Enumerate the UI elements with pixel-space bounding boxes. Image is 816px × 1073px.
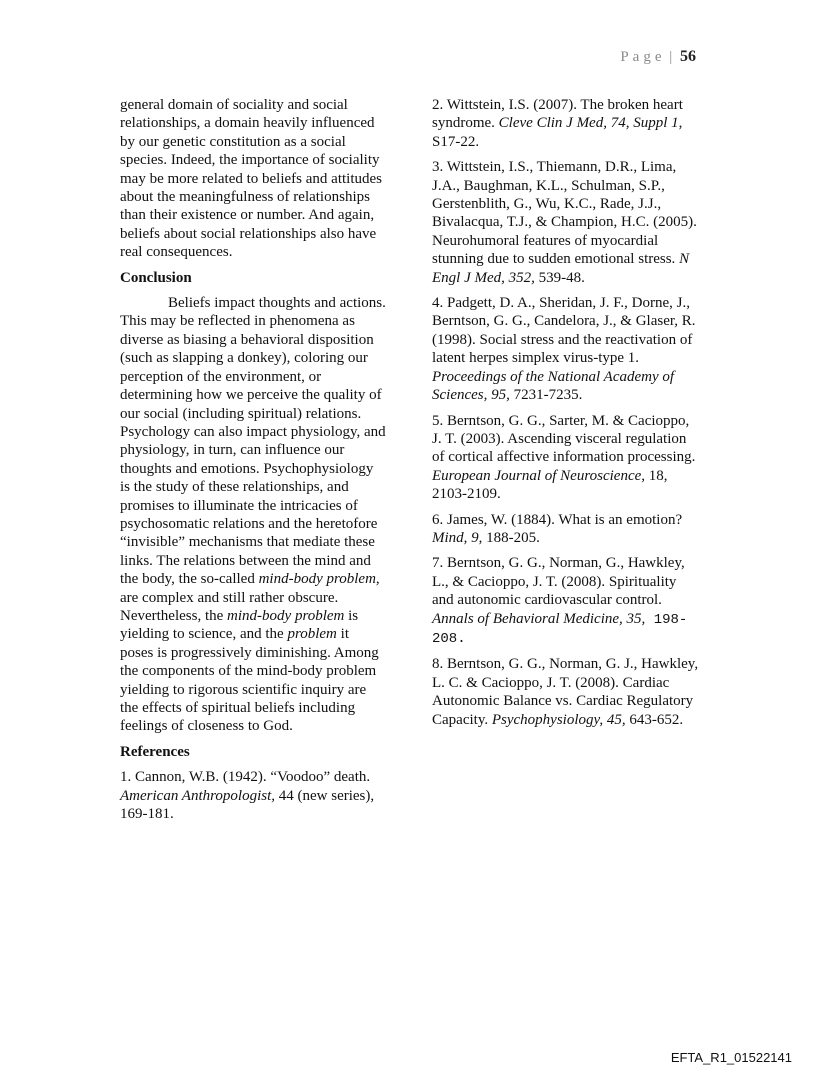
reference-1 xyxy=(120,768,386,823)
reference-7 xyxy=(432,554,700,648)
ref-2-text: 2. Wittstein, I.S. (2007). The broken heart syndrome. xyxy=(432,97,683,132)
ref-7-text: 7. Berntson, G. G., Norman, G., Hawkley, L., & Cacioppo, J. T. (2008). Spirituality and autonomic cardiovascular control. xyxy=(432,555,685,609)
ref-3-journal: N Engl J Med, 352, xyxy=(432,251,690,286)
conclusion-paragraph xyxy=(120,294,386,736)
ref-7-journal: Annals of Behavioral Medicine, 35, xyxy=(432,610,646,627)
document-id: EFTA_R1_01522141 xyxy=(670,1050,792,1065)
ref-1-text: 1. Cannon, W.B. (1942). “Voodoo” death. xyxy=(120,769,371,786)
reference-5 xyxy=(432,412,700,504)
conclusion-text-2: , are complex and still rather obscure. Nevertheless, the xyxy=(120,571,380,624)
conclusion-heading: Conclusion xyxy=(120,269,192,286)
ref-6-journal: Mind xyxy=(432,529,464,546)
ref-8-journal: Psychophysiology, 45, xyxy=(491,711,626,728)
reference-3 xyxy=(432,158,700,287)
conclusion-emphasis-3: problem xyxy=(287,626,337,643)
ref-4-text: 4. Padgett, D. A., Sheridan, J. F., Dorne, J., Berntson, G. G., Candelora, J., & Glaser, R. (1998). Social stress and the reactivation of latent herpes simplex virus-type 1. xyxy=(432,295,696,367)
conclusion-text-1: Beliefs impact thoughts and actions. This may be reflected in phenomena as diverse as biasing a behavioral disposition (such as slapping a donkey), coloring our perception of the environment, or determining how we perceive the quality of our social (including spiritual) relations. Psychology can also impact physiology, and physiology, in turn, can influence our thoughts and emotions. Psychophysiology is the study of these relationships, and promises to illuminate the intricacies of psychosomatic relations and the heretofore “invisible” mechanisms that mediate these links. The relations between the mind and the body, the so-called xyxy=(120,295,386,588)
ref-7-tail: 198-208. xyxy=(432,611,688,647)
ref-1-tail: 44 (new series), 169-181. xyxy=(120,787,375,823)
ref-3-text: 3. Wittstein, I.S., Thiemann, D.R., Lima, J.A., Baughman, K.L., Schulman, S.P., Gerstenblith, G., Wu, K.C., Rade, J.J., Bivalacqua, T.J., & Champion, H.C. (2005). Neurohumoral features of myocardial stunning due to sudden emotional stress. xyxy=(432,159,697,268)
ref-2-journal: Cleve Clin J Med, 74, Suppl 1 xyxy=(498,115,679,132)
ref-8-tail: 643-652. xyxy=(625,711,684,728)
ref-5-text: 5. Berntson, G. G., Sarter, M. & Cacioppo, J. T. (2003). Ascending visceral regulation of cortical affective information processing. xyxy=(432,412,696,466)
conclusion-text-3: is yielding to science, and the xyxy=(120,607,359,643)
ref-1-journal: American Anthropologist, xyxy=(120,787,275,804)
reference-4 xyxy=(432,294,700,404)
ref-6-sep: , xyxy=(463,529,472,546)
conclusion-emphasis-2: mind-body problem xyxy=(227,607,345,624)
ref-6-text: 6. James, W. (1884). What is an emotion? xyxy=(432,511,683,528)
reference-6 xyxy=(432,511,700,548)
ref-6-tail: , 188-205. xyxy=(478,529,540,546)
ref-3-tail: 539-48. xyxy=(534,269,585,286)
page-separator: | xyxy=(669,49,673,65)
conclusion-emphasis-1: mind-body problem xyxy=(258,571,376,588)
ref-8-text: 8. Berntson, G. G., Norman, G. J., Hawkley, L. C. & Cacioppo, J. T. (2008). Cardiac Autonomic Balance vs. Cardiac Regulatory Capacity. xyxy=(432,656,699,728)
ref-5-journal: European Journal of Neuroscience, xyxy=(432,467,646,484)
ref-5-tail: 18, 2103-2109. xyxy=(432,467,668,503)
right-column xyxy=(432,96,700,736)
conclusion-text-4: it poses is progressively diminishing. Among the components of the mind-body problem yielding to rigorous scientific inquiry are the effects of spiritual beliefs including feelings of closeness to God. xyxy=(120,626,379,735)
left-column xyxy=(120,96,386,830)
references-heading: References xyxy=(120,743,190,760)
page-label: Page xyxy=(620,49,666,65)
reference-2 xyxy=(432,96,700,151)
page-header xyxy=(620,48,696,66)
reference-8 xyxy=(432,655,700,729)
ref-2-tail: , S17-22. xyxy=(432,115,683,150)
intro-paragraph: general domain of sociality and social relationships, a domain heavily influenced by our genetic constitution as a social species. Indeed, the importance of sociality may be more related to beliefs and attitudes about the meaningfulness of relationships than their existence or number. And again, beliefs about social relationships also have real consequences. xyxy=(120,97,382,261)
ref-4-tail: 7231-7235. xyxy=(509,387,583,404)
page-number: 56 xyxy=(680,48,696,65)
ref-4-journal: Proceedings of the National Academy of Sciences, 95, xyxy=(432,368,675,404)
ref-6-volume: 9 xyxy=(471,529,479,546)
